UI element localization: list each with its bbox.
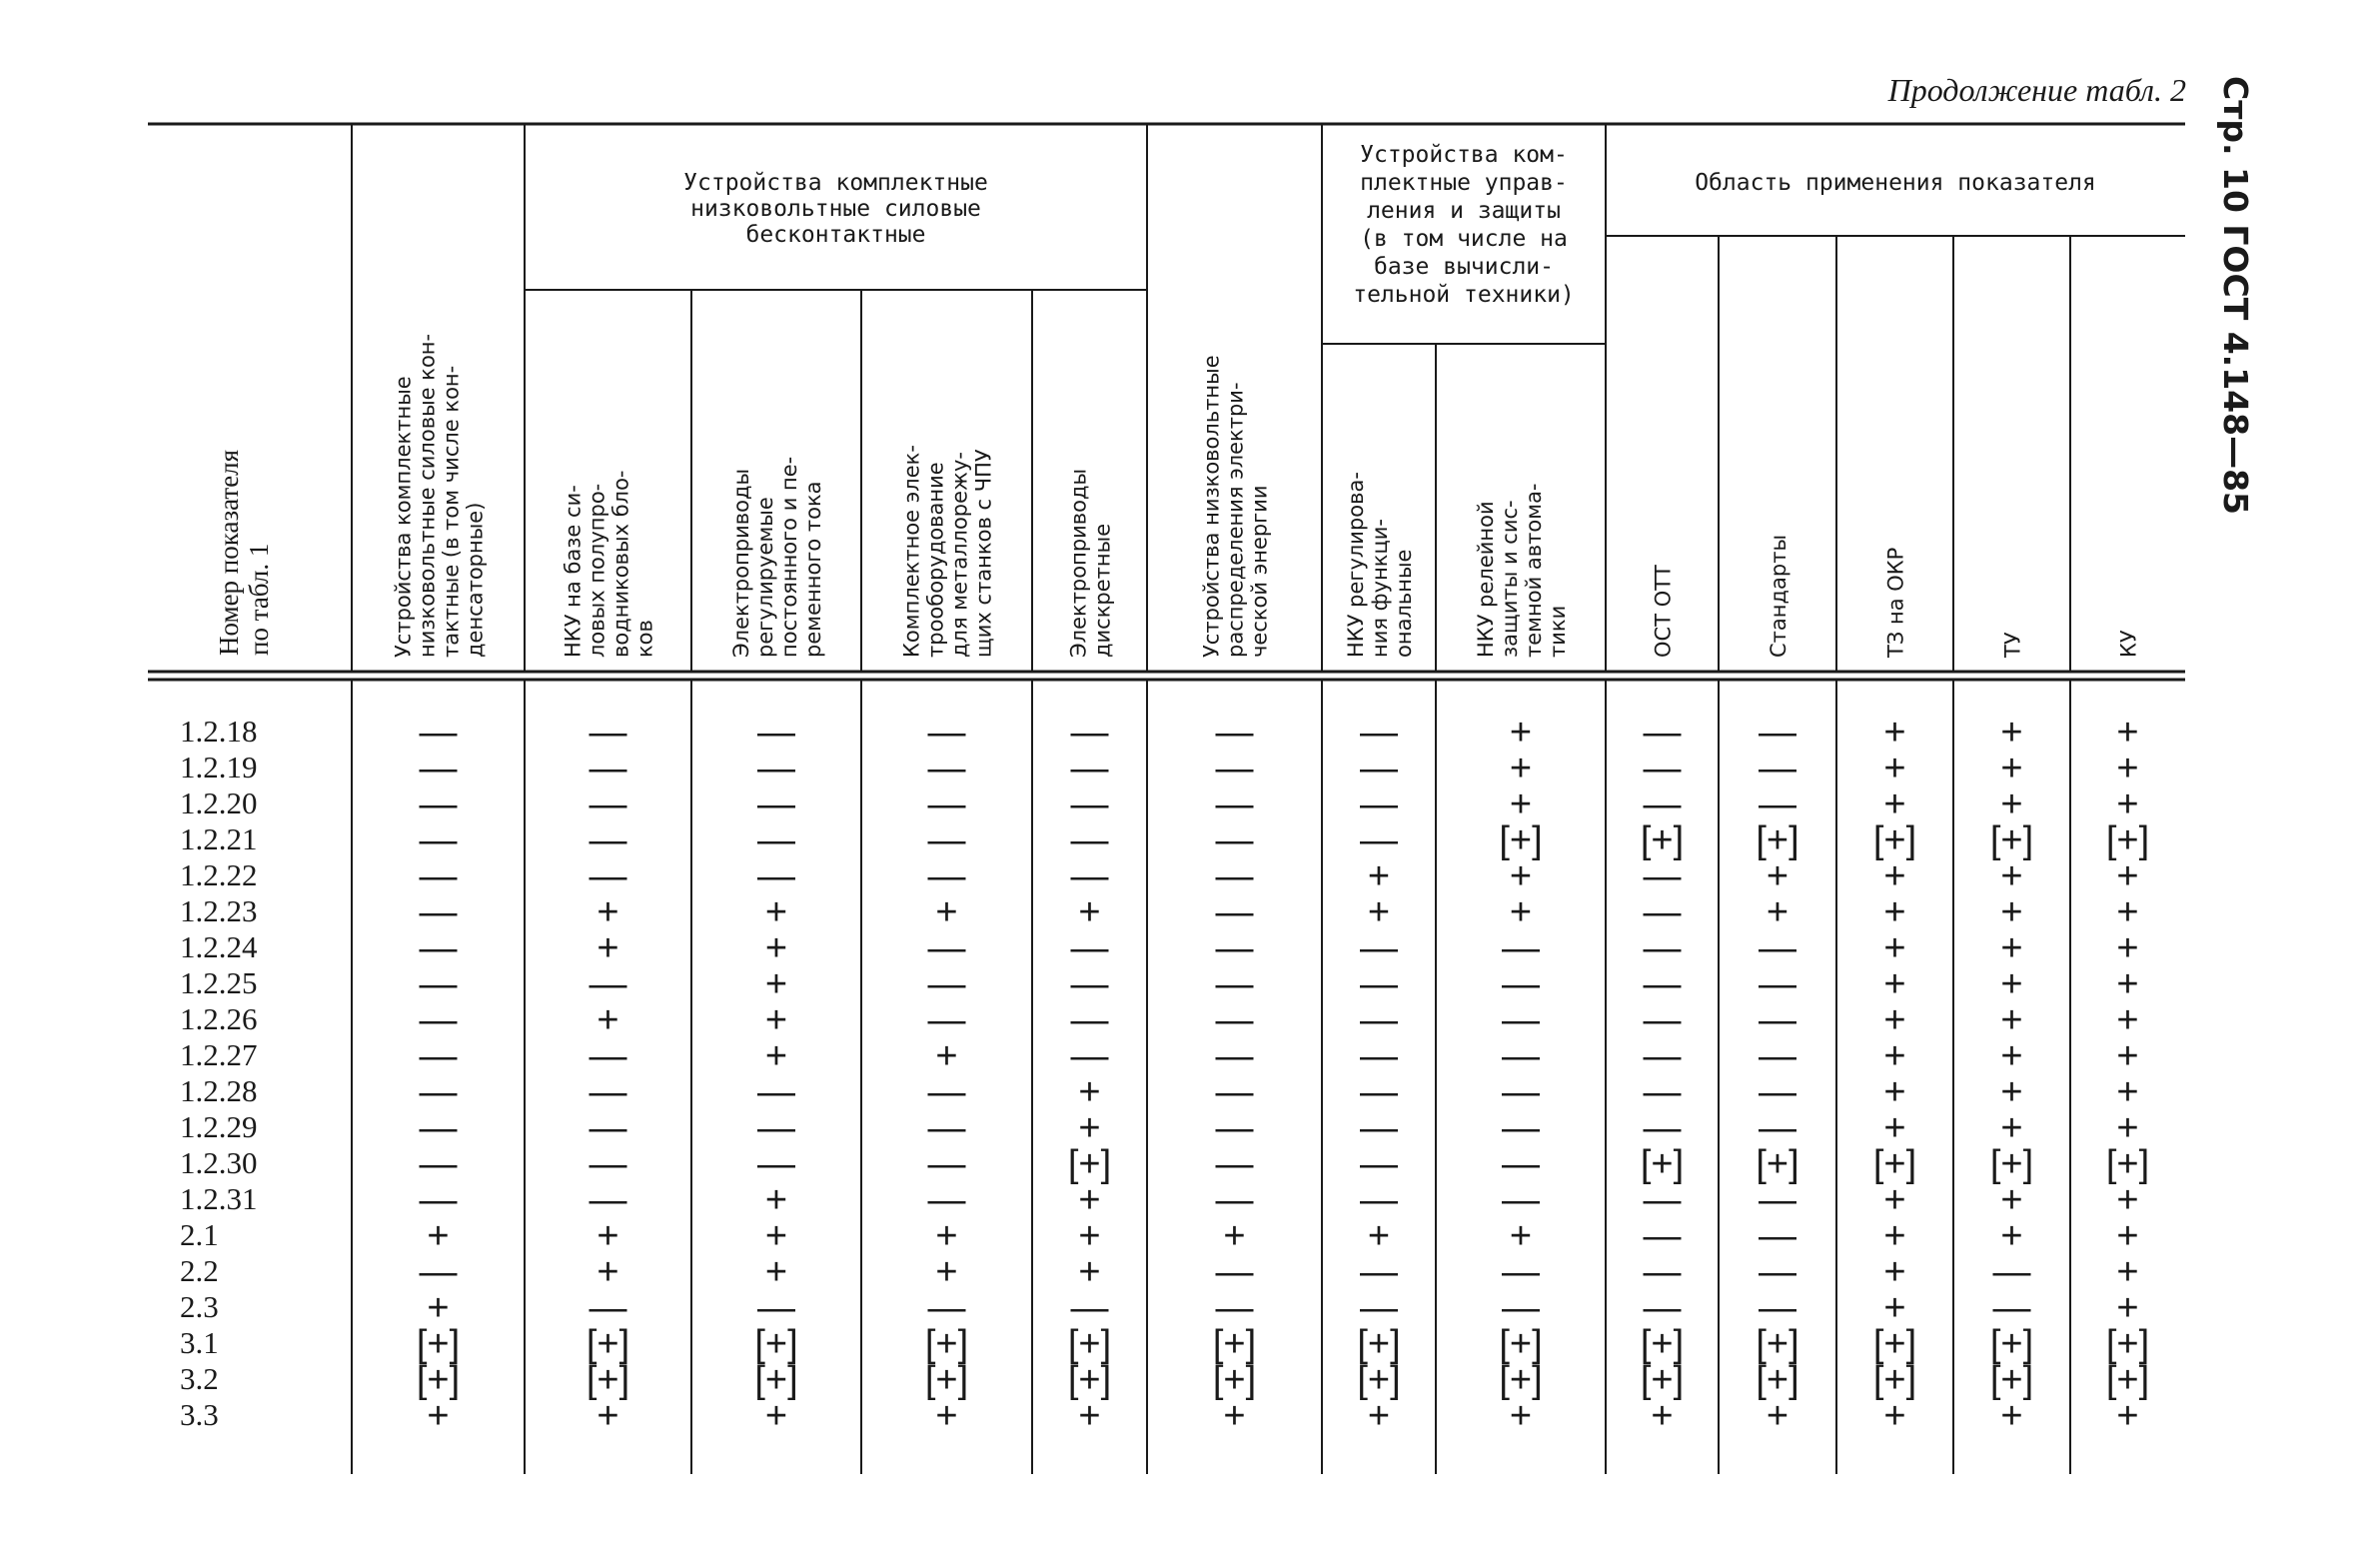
table-cell: — [757, 748, 795, 789]
table-cell: + [1078, 1071, 1101, 1113]
table-cell: + [764, 999, 788, 1041]
table-cell: + [1509, 855, 1533, 897]
table-cell: — [1070, 712, 1109, 754]
table-cell: — [419, 712, 458, 754]
table-cell: — [1759, 1071, 1796, 1113]
table-cell: [+] [2105, 819, 2150, 861]
table-cell: + [1078, 1179, 1101, 1221]
table-cell: — [1502, 1071, 1540, 1113]
table-cell: + [1883, 891, 1906, 933]
table-cell: + [2000, 784, 2023, 825]
table-cell: — [1215, 1179, 1254, 1221]
table-cell: + [2116, 1179, 2139, 1221]
table-cell: + [2000, 963, 2023, 1005]
table-cell: [+] [1872, 1143, 1917, 1185]
row-label: 3.1 [180, 1325, 219, 1360]
row-label: 1.2.25 [180, 965, 258, 1000]
row-label: 2.2 [180, 1253, 219, 1288]
table-cell: [+] [924, 1359, 969, 1401]
table-cell: — [1215, 1071, 1254, 1113]
table-cell: + [2116, 1251, 2139, 1293]
table-cell: [+] [1872, 1359, 1917, 1401]
table-cell: + [1766, 855, 1789, 897]
table-cell: — [927, 1071, 966, 1113]
table-cell: + [2000, 748, 2023, 789]
table-cell: + [427, 1287, 450, 1329]
table-cell: — [419, 1071, 458, 1113]
table-cell: + [1883, 963, 1906, 1005]
table-cell: — [757, 819, 795, 861]
table-cell: — [1643, 784, 1682, 825]
table-cell: + [1883, 1035, 1906, 1077]
table-cell: + [764, 927, 788, 969]
table-cell: + [1766, 1395, 1789, 1437]
table-cell: — [589, 784, 627, 825]
table-cell: [+] [1640, 1323, 1685, 1365]
table-cell: + [1509, 1215, 1533, 1257]
table-cell: — [1360, 1179, 1398, 1221]
table-cell: [+] [1756, 1323, 1799, 1365]
table-cell: + [2000, 1035, 2023, 1077]
table-cell: — [1759, 784, 1796, 825]
table-cell: + [2000, 855, 2023, 897]
table-cell: — [419, 1143, 458, 1185]
table-cell: [+] [1640, 1143, 1685, 1185]
table-cell: — [589, 1035, 627, 1077]
table-cell: — [1643, 1179, 1682, 1221]
table-cell: — [419, 1251, 458, 1293]
table-cell: — [1070, 1035, 1109, 1077]
table-cell: — [589, 712, 627, 754]
row-label: 2.1 [180, 1217, 219, 1252]
table-cell: — [927, 1143, 966, 1185]
table-cell: — [1360, 1251, 1398, 1293]
table-cell: + [2000, 1179, 2023, 1221]
table-cell: + [2000, 927, 2023, 969]
table-cell: — [1502, 1035, 1540, 1077]
table-cell: [+] [1212, 1323, 1257, 1365]
table-cell: — [927, 1179, 966, 1221]
table-cell: — [1215, 1143, 1254, 1185]
row-label: 3.3 [180, 1397, 219, 1432]
table-cell: + [1509, 891, 1533, 933]
table-cell: + [1509, 784, 1533, 825]
table-cell: — [1360, 784, 1398, 825]
table-cell: [+] [2105, 1143, 2150, 1185]
table-cell: — [1502, 1143, 1540, 1185]
table-cell: + [2116, 963, 2139, 1005]
table-cell: — [1215, 1107, 1254, 1149]
table-cell: — [419, 748, 458, 789]
table-cell: — [1215, 963, 1254, 1005]
table-cell: + [1078, 1251, 1101, 1293]
table-cell: — [1643, 1251, 1682, 1293]
table-cell: + [764, 1251, 788, 1293]
table-cell: + [1883, 927, 1906, 969]
table-cell: — [589, 1143, 627, 1185]
table-cell: [+] [754, 1359, 798, 1401]
column-header-c8: НКУ релейнойзащиты и сис-темной автома-тики [1474, 483, 1570, 658]
table-cell: + [935, 1395, 958, 1437]
table-cell: — [1643, 1287, 1682, 1329]
table-cell: — [757, 1071, 795, 1113]
table-cell: — [419, 855, 458, 897]
table-cell: — [1070, 963, 1109, 1005]
group-header-application: Область применения показателя [1695, 170, 2096, 196]
table-cell: — [419, 999, 458, 1041]
table-cell: — [1759, 999, 1796, 1041]
table-cell: + [596, 891, 619, 933]
table-cell: + [2116, 927, 2139, 969]
table-cell: — [927, 927, 966, 969]
table-cell: [+] [1499, 1323, 1543, 1365]
table-cell: + [1766, 891, 1789, 933]
table-cell: — [419, 819, 458, 861]
table-cell: [+] [1067, 1359, 1112, 1401]
row-label: 1.2.26 [180, 1001, 258, 1036]
table-cell: + [1883, 1215, 1906, 1257]
table-cell: — [927, 712, 966, 754]
side-page-label-text: Стр. 10 ГОСТ 4.148—85 [2216, 76, 2255, 516]
table-cell: — [419, 927, 458, 969]
column-header-c10: Стандарты [1767, 534, 1790, 658]
table-cell: — [1643, 1071, 1682, 1113]
table-cell: — [1215, 1035, 1254, 1077]
row-label: 1.2.30 [180, 1145, 258, 1180]
table-cell: + [1223, 1395, 1246, 1437]
table-cell: [+] [1872, 819, 1917, 861]
table-cell: + [1367, 1215, 1391, 1257]
table-cell: + [1883, 1251, 1906, 1293]
table-cell: — [927, 855, 966, 897]
column-header-c7: НКУ регулирова-ния функци-ональные [1344, 472, 1416, 658]
table-cell: — [1070, 819, 1109, 861]
row-label: 2.3 [180, 1289, 219, 1324]
table-cell: — [419, 1035, 458, 1077]
table-cell: — [1992, 1251, 2031, 1293]
column-header-c1: Устройства комплектныенизковольтные силовые кон-тактные (в том числе кон-денсаторные) [391, 333, 488, 658]
table-cell: — [589, 855, 627, 897]
table-cell: — [927, 819, 966, 861]
table-cell: + [596, 1395, 619, 1437]
table-cell: — [927, 999, 966, 1041]
table-cell: + [1883, 784, 1906, 825]
table-cell: — [1759, 1035, 1796, 1077]
row-label: 1.2.23 [180, 893, 258, 928]
table-cell: + [764, 891, 788, 933]
table-cell: — [1643, 963, 1682, 1005]
table-cell: + [596, 1215, 619, 1257]
table-cell: — [1502, 1179, 1540, 1221]
column-header-c12: ТУ [2000, 632, 2025, 658]
column-header-c4: Комплектное элек-трооборудованиедля металлорежу-щих станков с ЧПУ [899, 445, 996, 658]
table-cell: — [757, 784, 795, 825]
table-cell: — [419, 963, 458, 1005]
table-cell: — [1759, 927, 1796, 969]
table-cell: — [1643, 748, 1682, 789]
table-cell: — [927, 1107, 966, 1149]
table-cell: — [589, 819, 627, 861]
table-cell: + [2116, 748, 2139, 789]
table-cell: + [764, 1395, 788, 1437]
table-cell: [+] [1357, 1323, 1401, 1365]
table-cell: + [1883, 1287, 1906, 1329]
table-cell: — [1360, 1287, 1398, 1329]
table-cell: [+] [1357, 1359, 1401, 1401]
table-cell: + [1883, 712, 1906, 754]
table-cell: + [1883, 999, 1906, 1041]
table-cell: — [1759, 712, 1796, 754]
table-cell: [+] [754, 1323, 798, 1365]
table-cell: — [757, 1143, 795, 1185]
table-cell: — [927, 963, 966, 1005]
table-cell: — [1643, 999, 1682, 1041]
table-cell: — [757, 855, 795, 897]
table-cell: + [1509, 712, 1533, 754]
table-cell: + [1509, 1395, 1533, 1437]
table-cell: — [589, 1071, 627, 1113]
table-cell: + [2000, 1107, 2023, 1149]
table-cell: — [419, 784, 458, 825]
table-cell: [+] [586, 1323, 630, 1365]
table-cell: + [2000, 1071, 2023, 1113]
table-cell: + [1883, 748, 1906, 789]
table-cell: [+] [1872, 1323, 1917, 1365]
table-cell: + [764, 963, 788, 1005]
table-cell: + [2000, 712, 2023, 754]
row-label: 1.2.28 [180, 1073, 258, 1108]
table-cell: — [927, 748, 966, 789]
table-cell: — [1070, 748, 1109, 789]
table-cell: + [1651, 1395, 1674, 1437]
table-cell: — [1360, 748, 1398, 789]
table-cell: [+] [586, 1359, 630, 1401]
table-cell: — [1502, 1107, 1540, 1149]
table-cell: [+] [1640, 1359, 1685, 1401]
table-cell: + [764, 1179, 788, 1221]
table-cell: [+] [924, 1323, 969, 1365]
row-label: 1.2.31 [180, 1181, 258, 1216]
table-cell: — [1502, 927, 1540, 969]
table-cell: — [589, 963, 627, 1005]
table-cell: — [1502, 999, 1540, 1041]
table-cell: + [1367, 1395, 1391, 1437]
table-cell: + [1078, 891, 1101, 933]
table-cell: — [1070, 784, 1109, 825]
table-cell: + [427, 1395, 450, 1437]
group-header-bescontact: Устройства комплектные низковольтные силовые бесконтактные [683, 170, 988, 248]
table-cell: — [1070, 1287, 1109, 1329]
table-cell: — [1360, 1035, 1398, 1077]
row-label: 1.2.24 [180, 929, 258, 964]
table-cell: + [596, 927, 619, 969]
table-cell: — [1502, 963, 1540, 1005]
table-cell: + [2116, 1395, 2139, 1437]
table-cell: + [2116, 999, 2139, 1041]
group-header-control: Устройства ком-плектные управ-ления и защиты (в том числе на базе вычисли-тельной техники) [1353, 142, 1575, 308]
row-label: 1.2.27 [180, 1037, 258, 1072]
table-cell: + [2116, 855, 2139, 897]
table-cell: — [927, 1287, 966, 1329]
table-cell: + [764, 1215, 788, 1257]
table-cell: + [1078, 1215, 1101, 1257]
table-cell: — [927, 784, 966, 825]
table-cell: [+] [1756, 1143, 1799, 1185]
column-header-c5: Электроприводыдискретные [1066, 468, 1115, 658]
table-cell: + [1367, 891, 1391, 933]
table-cell: + [2116, 1287, 2139, 1329]
table-cell: — [1759, 1215, 1796, 1257]
table-cell: [+] [2105, 1359, 2150, 1401]
table-cell: [+] [1989, 1143, 2034, 1185]
table-cell: — [1360, 1071, 1398, 1113]
column-header-c3: Электроприводырегулируемыепостоянного и пе-ременного тока [729, 456, 825, 658]
table-cell: — [1992, 1287, 2031, 1329]
table-cell: + [1883, 1071, 1906, 1113]
row-label: 3.2 [180, 1361, 219, 1396]
table-cell: [+] [2105, 1323, 2150, 1365]
table-cell: — [589, 1179, 627, 1221]
table-cell: — [1215, 1251, 1254, 1293]
table-cell: [+] [1756, 1359, 1799, 1401]
table-cell: + [2000, 891, 2023, 933]
table-cell: + [2116, 1215, 2139, 1257]
table-cell: — [1215, 891, 1254, 933]
table-cell: + [2116, 784, 2139, 825]
table-cell: + [2116, 891, 2139, 933]
table-cell: + [596, 1251, 619, 1293]
table-cell: — [1502, 1251, 1540, 1293]
table-cell: — [589, 1287, 627, 1329]
column-header-c13: КУ [2116, 630, 2141, 658]
row-label: 1.2.22 [180, 857, 258, 892]
column-header-c2: НКУ на базе си-ловых полупро-водниковых бло-ков [561, 470, 657, 658]
table-cell: + [935, 1215, 958, 1257]
table-cell: + [2116, 1035, 2139, 1077]
table-cell: — [419, 891, 458, 933]
table-cell: + [1223, 1215, 1246, 1257]
column-header-c11: ТЗ на ОКР [1883, 547, 1908, 658]
row-label: 1.2.19 [180, 750, 258, 784]
table-cell: — [1643, 927, 1682, 969]
table-cell: + [1367, 855, 1391, 897]
table-cell: — [1643, 1215, 1682, 1257]
table-cell: — [1643, 891, 1682, 933]
table-cell: — [1070, 927, 1109, 969]
table-cell: [+] [1640, 819, 1685, 861]
table-cell: — [1759, 1251, 1796, 1293]
table-cell: — [419, 1179, 458, 1221]
table-cell: [+] [1499, 819, 1543, 861]
table-cell: + [427, 1215, 450, 1257]
table-cell: — [1643, 1107, 1682, 1149]
table-cell: — [1360, 1143, 1398, 1185]
table-cell: + [1883, 1107, 1906, 1149]
table-cell: — [1215, 748, 1254, 789]
table-cell: — [1643, 855, 1682, 897]
table-cell: — [757, 1107, 795, 1149]
table-cell: + [1883, 1179, 1906, 1221]
table-cell: + [935, 891, 958, 933]
table-cell: + [764, 1035, 788, 1077]
table-cell: — [1215, 784, 1254, 825]
table-cell: — [1215, 927, 1254, 969]
table-cell: [+] [416, 1359, 461, 1401]
table-cell: — [1215, 999, 1254, 1041]
table-cell: — [1360, 712, 1398, 754]
table-cell: + [2000, 1395, 2023, 1437]
table-cell: — [757, 712, 795, 754]
table-cell: — [1759, 1179, 1796, 1221]
table-cell: [+] [1067, 1323, 1112, 1365]
table-cell: + [1509, 748, 1533, 789]
table-cell: + [2116, 1107, 2139, 1149]
table-cell: — [1360, 819, 1398, 861]
table-cell: — [589, 1107, 627, 1149]
table-cell: — [1759, 1107, 1796, 1149]
table-cell: — [1360, 927, 1398, 969]
table-cell: + [1883, 1395, 1906, 1437]
table-cell: + [935, 1035, 958, 1077]
table-cell: [+] [1989, 819, 2034, 861]
row-label: 1.2.18 [180, 714, 258, 749]
table-cell: — [1360, 963, 1398, 1005]
table-cell: — [1643, 1035, 1682, 1077]
column-header-c6: Устройства низковольтныераспределения электри-ческой энергии [1199, 355, 1272, 658]
row-label: 1.2.21 [180, 821, 258, 856]
table-cell: — [1759, 963, 1796, 1005]
table-cell: — [1759, 748, 1796, 789]
table-cell: + [1078, 1107, 1101, 1149]
table-cell: + [596, 999, 619, 1041]
table-cell: — [1070, 999, 1109, 1041]
table-cell: — [757, 1287, 795, 1329]
table-cell: — [589, 748, 627, 789]
row-number-header: Номер показателяпо табл. 1 [214, 449, 274, 656]
table-cell: — [419, 1107, 458, 1149]
table-cell: [+] [1067, 1143, 1112, 1185]
table-cell: — [1215, 712, 1254, 754]
table-cell: [+] [1499, 1359, 1543, 1401]
table-cell: [+] [1989, 1323, 2034, 1365]
table-cell: — [1215, 1287, 1254, 1329]
table-cell: [+] [1756, 819, 1799, 861]
table-cell: + [2000, 999, 2023, 1041]
table-cell: — [1502, 1287, 1540, 1329]
table-cell: + [1883, 855, 1906, 897]
table-cell: — [1643, 712, 1682, 754]
table-cell: + [935, 1251, 958, 1293]
table-cell: — [1759, 1287, 1796, 1329]
table-cell: [+] [416, 1323, 461, 1365]
table-cell: [+] [1212, 1359, 1257, 1401]
row-label: 1.2.29 [180, 1109, 258, 1144]
table-cell: — [1215, 819, 1254, 861]
table-cell: + [2000, 1215, 2023, 1257]
table-cell: + [1078, 1395, 1101, 1437]
table-cell: + [2116, 1071, 2139, 1113]
table-cell: — [1360, 999, 1398, 1041]
table-cell: [+] [1989, 1359, 2034, 1401]
table-cell: — [1070, 855, 1109, 897]
table-cell: + [2116, 712, 2139, 754]
table-cell: — [1215, 855, 1254, 897]
row-label: 1.2.20 [180, 785, 258, 820]
continuation-label: Продолжение табл. 2 [1887, 72, 2186, 108]
table-cell: — [1360, 1107, 1398, 1149]
column-header-c9: ОСТ ОТТ [1651, 565, 1676, 658]
